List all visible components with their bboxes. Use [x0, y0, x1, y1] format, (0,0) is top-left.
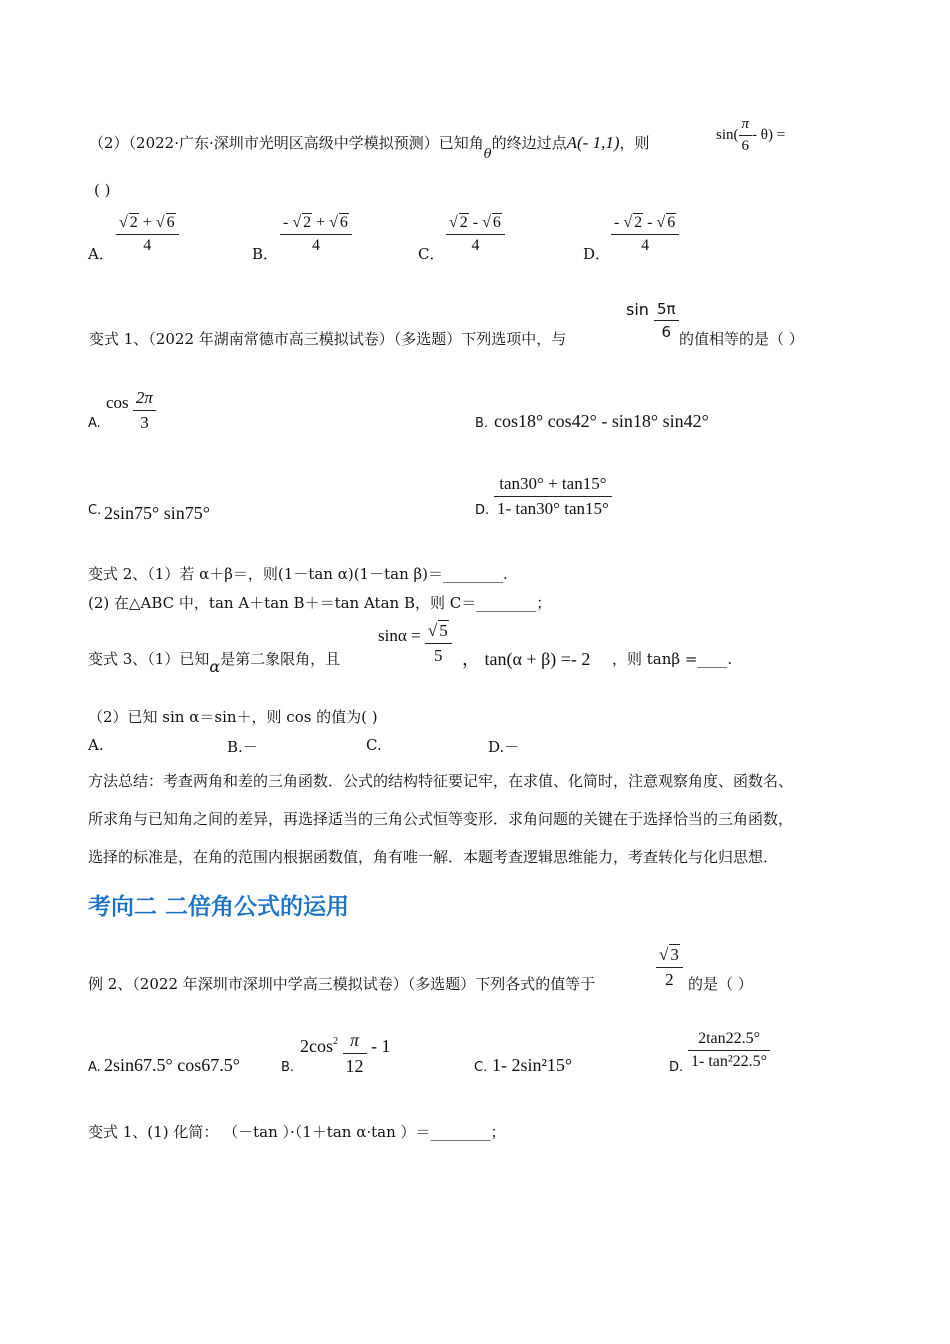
num-radicand-b: 6	[339, 214, 348, 231]
theta-symbol: θ	[483, 147, 492, 162]
summary-line-2: 所求角与已知角之间的差异，再选择适当的三角公式恒等变形．求角问题的关键在于选择恰当的三角函数，	[88, 810, 794, 828]
v3-option-C: C.	[366, 736, 382, 754]
v3-end: ，则 tanβ =____.	[612, 650, 733, 668]
num-sign: +	[316, 214, 326, 231]
v3-option-A: A.	[88, 736, 104, 754]
q2-option-label: D．	[583, 245, 611, 263]
ex2-option-C-label: C.	[474, 1060, 488, 1075]
num-radicand-a: 2	[459, 214, 468, 231]
v1-stem: 变式 1、（2022 年湖南常德市高三模拟试卷）（多选题）下列选项中，与	[89, 330, 567, 348]
summary-line-3: 选择的标准是，在角的范围内根据函数值，角有唯一解．本题考查逻辑思维能力，考查转化与化归思想．	[88, 848, 779, 866]
num-radicand-a: 2	[303, 214, 312, 231]
point-A: A(- 1,1)	[566, 133, 620, 152]
v3-line2: （2）已知 sin α＝sin＋，则 cos 的值为( )	[88, 708, 378, 726]
denominator: 4	[471, 237, 480, 254]
v1-option-B: cos18° cos42° - sin18° sin42°	[494, 411, 709, 431]
ex2-stem: 例 2、（2022 年深圳市深圳中学高三模拟试卷）（多选题）下列各式的值等于	[88, 975, 596, 993]
v1-sin-fraction: sin $\frac{5\pi}{6}$	[626, 300, 679, 341]
v1-option-A-label: A.	[88, 416, 101, 431]
q2-option-label: B．	[252, 245, 279, 263]
v3-sin-expression: sinα = $\frac{√ 5}{5}$	[378, 620, 452, 666]
q2-option-label: A．	[88, 245, 114, 263]
v1-option-D-label: D.	[475, 503, 490, 518]
q2-option-fraction: $\frac{- √ 2 + √ 6}{4}$	[280, 213, 352, 255]
q2-sin-expression: sin( $\frac{\pi}{6}$ - θ) =	[716, 116, 786, 154]
ex2-option-C: 1- 2sin²15°	[492, 1055, 573, 1075]
v1-option-A: cos $\frac{2\pi}{3}$	[106, 388, 156, 433]
v2-line1: 变式 2、（1）若 α＋β＝，则(1－tan α)(1－tan β)＝________.	[88, 565, 508, 583]
v4-line: 变式 1、(1) 化简： （－tan ）·（1＋tan α·tan ）＝________；	[88, 1123, 506, 1141]
alpha-symbol: α	[209, 657, 221, 676]
denominator: 4	[311, 237, 320, 254]
ex2-option-A-label: A.	[88, 1060, 101, 1075]
v1-option-D: $\frac{\tan 30^\circ + \tan 15^\circ}{1- \tan 30^\circ \tan 15^\circ}$	[494, 474, 612, 519]
denominator: 4	[143, 237, 152, 254]
num-radicand-b: 6	[492, 214, 501, 231]
num-radicand-a: 2	[634, 214, 643, 231]
num-sign: -	[647, 214, 653, 231]
section-heading: 考向二 二倍角公式的运用	[88, 894, 350, 920]
num-sign: -	[472, 214, 479, 231]
denominator: 4	[641, 237, 650, 254]
pi-over-six: $\frac{\pi}{6}$	[739, 116, 753, 155]
ex2-option-D-label: D.	[669, 1060, 684, 1075]
ex2-stem-end: 的是（ ）	[688, 975, 753, 993]
v3-tan-expression: ， tan(α + β) =- 2	[462, 649, 591, 669]
q2-option-fraction: $\frac{- √ 2 - √ 6}{4}$	[611, 213, 679, 255]
v1-option-B-label: B.	[475, 416, 489, 431]
v1-option-C: 2sin75° sin75°	[104, 503, 210, 523]
summary-line-1: 方法总结：考查两角和差的三角函数．公式的结构特征要记牢，在求值、化简时，注意观察角度、函数名、	[88, 772, 794, 790]
q2-stem: （2）（2022·广东·深圳市光明区高级中学模拟预测）已知角θ的终边过点A(- 1,1)，则	[89, 133, 650, 162]
v2-line2: (2) 在△ABC 中，tan A＋tan B＋＝tan Atan B，则 C＝________；	[88, 594, 552, 612]
ex2-option-B-label: B.	[281, 1060, 295, 1075]
ex2-option-A: 2sin67.5° cos67.5°	[104, 1055, 240, 1075]
v1-option-C-label: C.	[88, 503, 102, 518]
v3-option-D: D.－	[488, 738, 520, 756]
num-radicand-a: 2	[129, 214, 138, 231]
ex2-option-B: $2\cos^2$ $\frac{\pi}{12}$ - 1	[300, 1030, 391, 1076]
num-lead: -	[614, 214, 624, 231]
q2-option-fraction: $\frac{√ 2 - √ 6}{4}$	[446, 213, 505, 255]
q2-option-fraction: $\frac{√ 2 + √ 6}{4}$	[116, 213, 179, 255]
q2-option-label: C．	[418, 245, 445, 263]
v3-stem: 变式 3、（1）已知α是第二象限角，且	[88, 650, 341, 676]
num-radicand-b: 6	[667, 214, 676, 231]
v3-option-B: B.－	[227, 738, 258, 756]
num-radicand-b: 6	[166, 214, 175, 231]
ex2-option-D: $\frac{2\tan 22.5^\circ}{\text{1- tan²22.5°}}$	[688, 1030, 770, 1071]
q2-answer-blank: ( )	[94, 181, 111, 199]
num-sign: +	[142, 214, 152, 231]
v1-stem-end: 的值相等的是（ ）	[679, 330, 804, 348]
ex2-sqrt3-over-2: $\frac{√ 3}{2}$	[656, 944, 683, 990]
num-lead: -	[283, 214, 293, 231]
